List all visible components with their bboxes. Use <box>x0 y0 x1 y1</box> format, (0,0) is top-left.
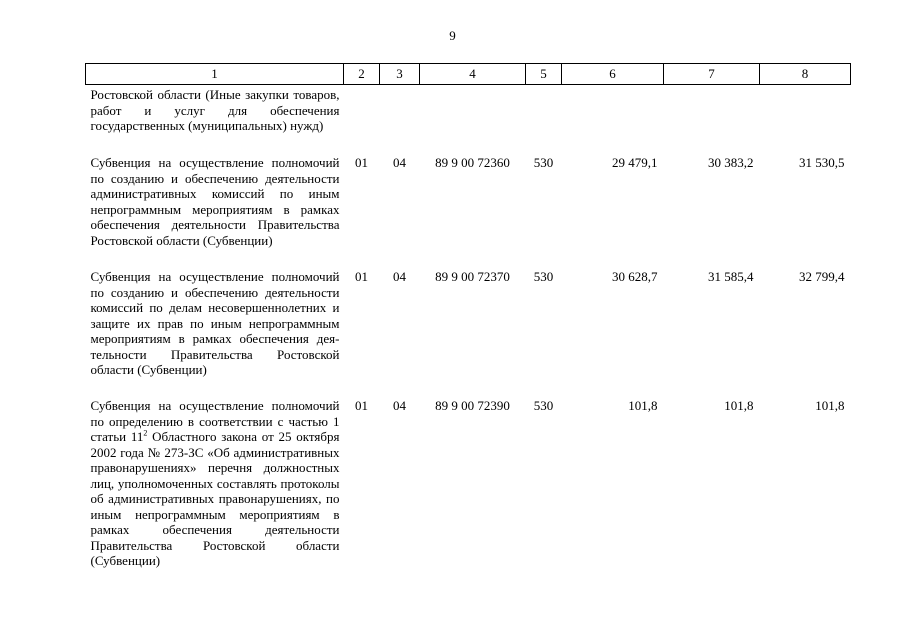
row-amount-1: 29 479,1 <box>612 155 658 170</box>
column-header-amount-2: 7 <box>664 64 760 85</box>
row-description: Ростовской области (Иные закупки товаров, работ и услуг для обеспечения государственных (муниципальных) нужд) <box>90 87 340 133</box>
table-body <box>86 85 851 599</box>
row-amount-2: 30 383,2 <box>708 155 754 170</box>
column-header-section: 2 <box>344 64 380 85</box>
row-target-article: 89 9 00 72360 <box>435 155 510 170</box>
row-amount-3: 101,8 <box>815 398 845 413</box>
row-amount-1: 30 628,7 <box>612 269 658 284</box>
table-row <box>86 396 851 598</box>
header-row <box>86 64 851 85</box>
row-description-start: Субвенция на осуществление полномочий по определению в соответствии с частью 1 статьи 11 <box>90 398 340 444</box>
row-expense-type: 530 <box>533 398 554 413</box>
budget-table <box>85 63 851 598</box>
table-row <box>86 85 851 154</box>
row-description <box>86 396 344 598</box>
row-expense-type: 530 <box>533 269 554 284</box>
row-description-end: Областного закона от 25 октября 2002 года № 273-ЗС «Об административных правонарушениях» перечня должностных лиц, уполномоченных составлять протоколы об административных правонарушениях, по иным непрограммным мероприятиям в рамках обеспечения деятельности Правительства Ростовской области (Субвенции) <box>90 429 340 568</box>
article-superscript: 2 <box>143 428 148 438</box>
column-header-amount-3: 8 <box>760 64 851 85</box>
row-section: 01 <box>355 269 368 284</box>
row-amount-2: 31 585,4 <box>708 269 754 284</box>
row-description: Субвенция на осуществление полномочий по созданию и обеспечению деятельности административных комиссий по иным непрограммным мероприятиям в рамках обеспечения деятельности Правительства Ростовской области (Субвенции) <box>90 155 340 248</box>
row-target-article: 89 9 00 72390 <box>435 398 510 413</box>
row-amount-1 <box>562 85 664 154</box>
column-header-target-article: 4 <box>420 64 526 85</box>
row-subsection: 04 <box>393 155 406 170</box>
row-subsection: 04 <box>393 398 406 413</box>
row-expense-type <box>526 85 562 154</box>
column-header-subsection: 3 <box>380 64 420 85</box>
row-subsection: 04 <box>393 269 406 284</box>
table-row <box>86 153 851 267</box>
row-amount-2: 101,8 <box>724 398 754 413</box>
row-expense-type: 530 <box>533 155 554 170</box>
row-target-article <box>420 85 526 154</box>
row-amount-3: 32 799,4 <box>799 269 845 284</box>
row-amount-1: 101,8 <box>628 398 658 413</box>
row-target-article: 89 9 00 72370 <box>435 269 510 284</box>
table-row <box>86 267 851 396</box>
column-header-expense-type: 5 <box>526 64 562 85</box>
page-number: 9 <box>449 28 456 43</box>
row-subsection <box>380 85 420 154</box>
row-description: Субвенция на осуществление полномочий по созданию и обеспечению деятельности комиссий по делам несовершеннолетних и защите их прав по иным непрограммным мероприятиям в рамках обеспечения деятельности Правительства Ростовской области (Субвенции) <box>90 269 340 377</box>
column-header-amount-1: 6 <box>562 64 664 85</box>
row-amount-2 <box>664 85 760 154</box>
row-section: 01 <box>355 398 368 413</box>
row-section: 01 <box>355 155 368 170</box>
row-section <box>344 85 380 154</box>
column-header-description: 1 <box>86 64 344 85</box>
row-amount-3 <box>760 85 851 154</box>
row-amount-3: 31 530,5 <box>799 155 845 170</box>
table-header <box>86 64 851 85</box>
